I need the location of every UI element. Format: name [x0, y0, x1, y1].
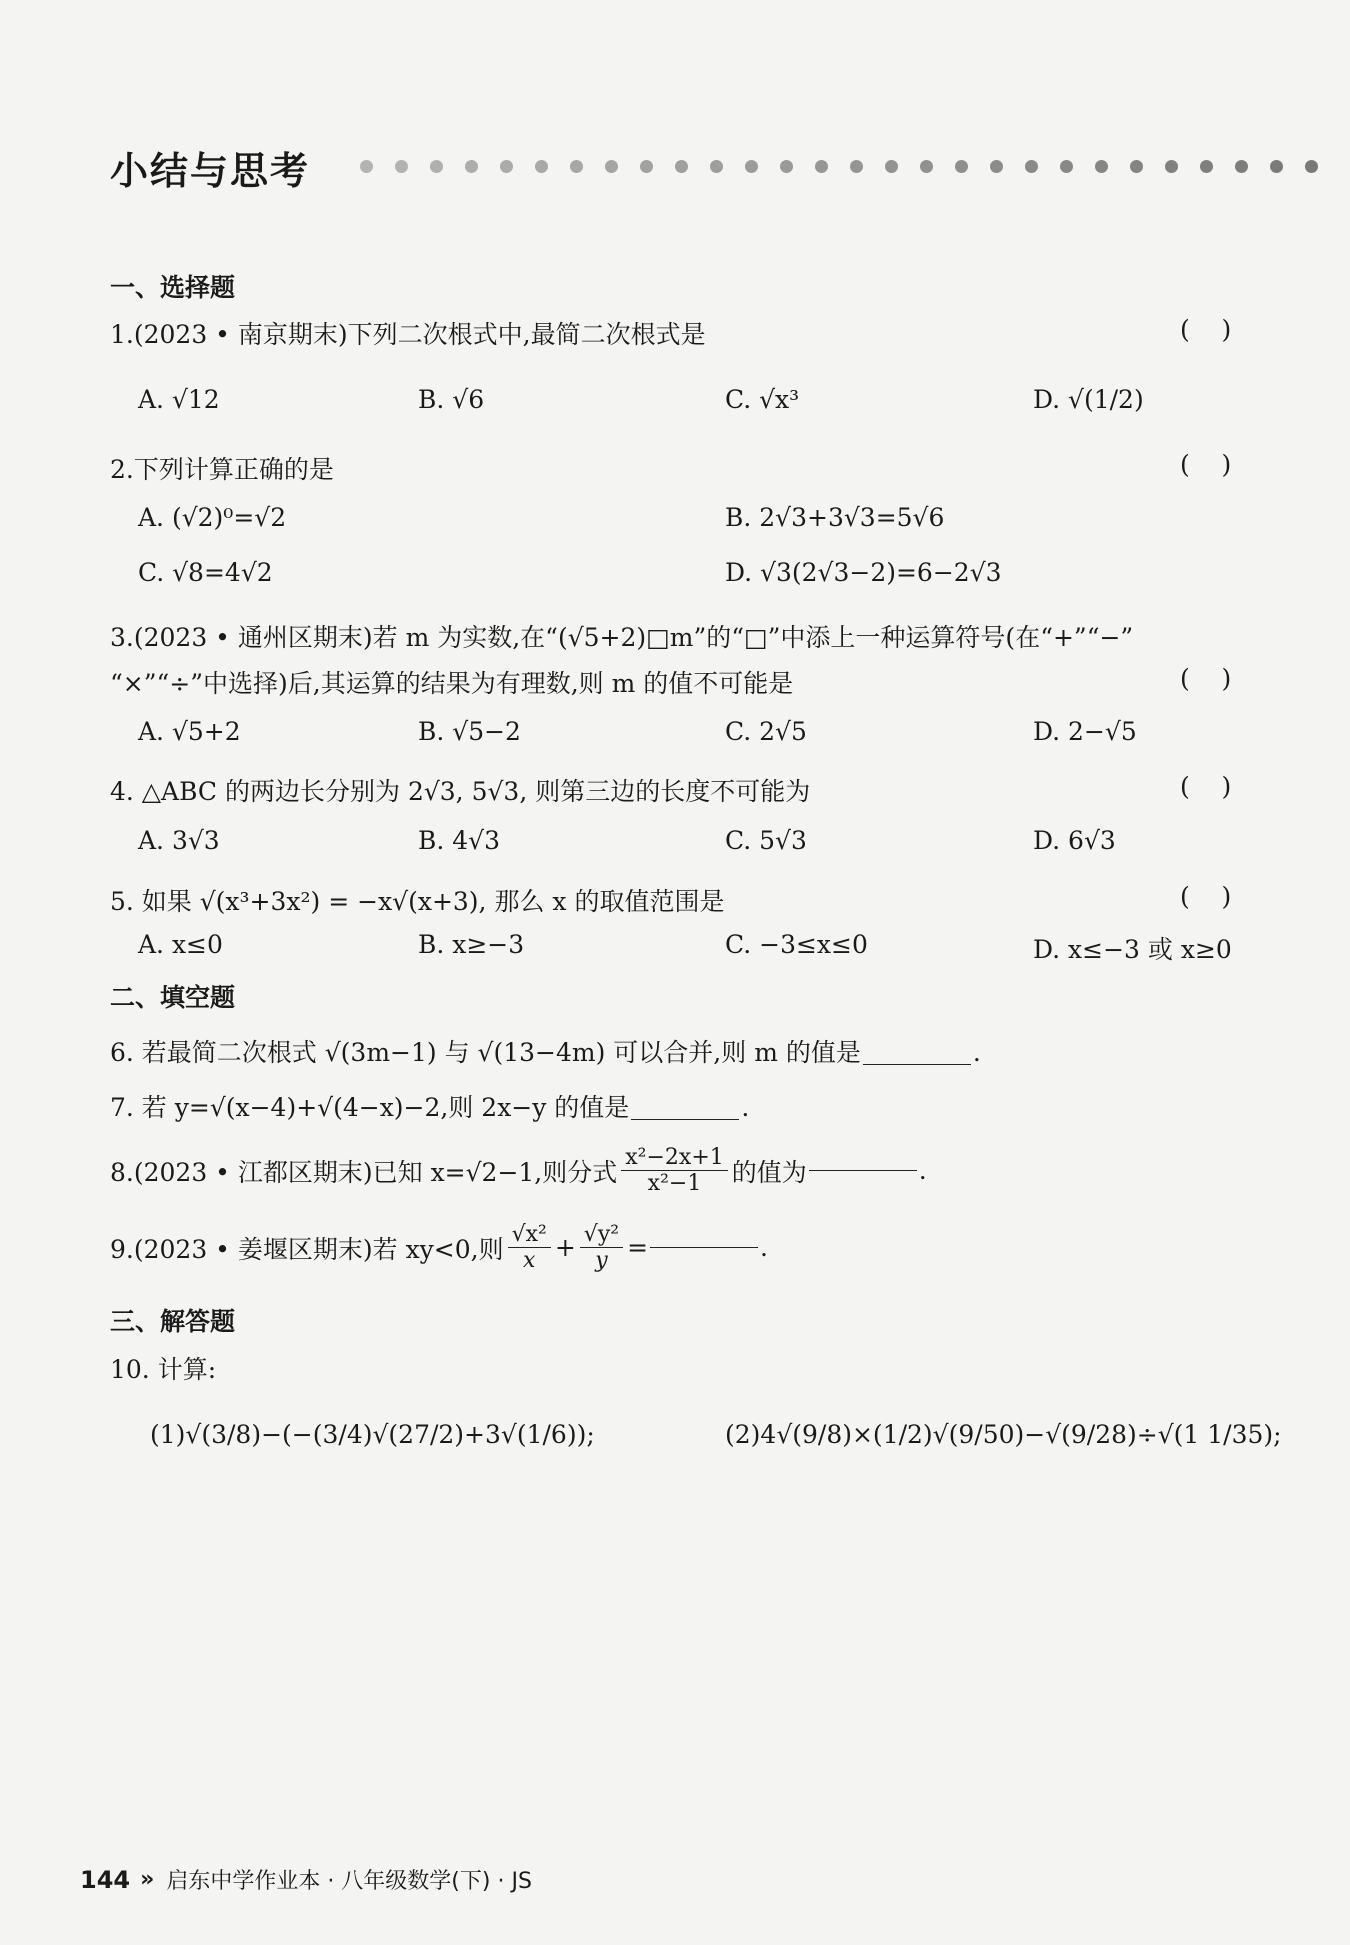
title-dot — [570, 160, 583, 173]
q2-option-a: A. (√2)⁰=√2 — [138, 503, 287, 532]
section-solve: 三、解答题 — [110, 1307, 236, 1336]
q6-stem: 6. 若最简二次根式 √(3m−1) 与 √(13−4m) 可以合并,则 m 的值是 — [110, 1038, 861, 1067]
q1-answer-paren: ( ) — [1180, 315, 1232, 344]
q6 — [110, 1033, 981, 1069]
page-footer — [80, 1864, 532, 1895]
q10-part-1: (1)√(3/8)−(−(3/4)√(27/2)+3√(1/6)); — [150, 1420, 595, 1449]
section-fill-blank: 二、填空题 — [110, 983, 236, 1012]
q8-fraction — [621, 1145, 728, 1196]
q1-option-a: A. √12 — [138, 385, 220, 414]
q5-option-d: D. x≤−3 或 x≥0 — [1033, 935, 1232, 964]
title-dot — [990, 160, 1003, 173]
book-title: 启东中学作业本 · 八年级数学(下) · JS — [166, 1869, 532, 1894]
q3-option-b: B. √5−2 — [418, 717, 521, 746]
title-dot — [955, 160, 968, 173]
q4-answer-paren: ( ) — [1180, 772, 1232, 801]
title-dot — [1025, 160, 1038, 173]
title-dot — [430, 160, 443, 173]
q5-option-b: B. x≥−3 — [418, 930, 525, 959]
q4-stem: 4. △ABC 的两边长分别为 2√3, 5√3, 则第三边的长度不可能为 — [110, 777, 811, 806]
title-dot — [535, 160, 548, 173]
section-choice: 一、选择题 — [110, 273, 236, 302]
q1-option-b: B. √6 — [418, 385, 485, 414]
q9-plus: + — [554, 1233, 576, 1262]
title-dot — [710, 160, 723, 173]
q7-answer-blank[interactable] — [631, 1119, 739, 1120]
q2-option-b: B. 2√3+3√3=5√6 — [725, 503, 945, 532]
title-block — [110, 140, 310, 195]
q3-stem-line1: 3.(2023 • 通州区期末)若 m 为实数,在“(√5+2)□m”的“□”中添上一种运算符号(在“+”“−” — [110, 623, 1134, 652]
q8-numerator: x²−2x+1 — [621, 1145, 728, 1171]
title-dot — [360, 160, 373, 173]
q3-option-d: D. 2−√5 — [1033, 717, 1137, 746]
q2-option-c: C. √8=4√2 — [138, 558, 273, 587]
q3-option-c: C. 2√5 — [725, 717, 807, 746]
q5-option-a: A. x≤0 — [138, 930, 223, 959]
title-dot — [1200, 160, 1213, 173]
q7-stem: 7. 若 y=√(x−4)+√(4−x)−2,则 2x−y 的值是 — [110, 1093, 630, 1122]
q2-answer-paren: ( ) — [1180, 450, 1232, 479]
title-dot — [815, 160, 828, 173]
q9-pre: 9.(2023 • 姜堰区期末)若 xy<0,则 — [110, 1234, 504, 1264]
title-dot — [1095, 160, 1108, 173]
q8-end: . — [918, 1156, 927, 1185]
q5-answer-paren: ( ) — [1180, 882, 1232, 911]
q1-option-c: C. √x³ — [725, 385, 800, 414]
q10-stem: 10. 计算: — [110, 1355, 217, 1384]
chevron-right-icon: » — [140, 1867, 155, 1892]
q9-fraction-2 — [580, 1222, 623, 1273]
title-dot — [605, 160, 618, 173]
title-dot — [745, 160, 758, 173]
q3-option-a: A. √5+2 — [138, 717, 241, 746]
q9-equals: = — [627, 1233, 649, 1262]
page-title: 小结与思考 — [110, 149, 311, 193]
q4-option-b: B. 4√3 — [418, 826, 501, 855]
q4-option-c: C. 5√3 — [725, 826, 807, 855]
title-dot — [1165, 160, 1178, 173]
q9-answer-blank[interactable] — [650, 1247, 758, 1248]
q9 — [110, 1222, 768, 1273]
title-dot — [885, 160, 898, 173]
title-dot — [500, 160, 513, 173]
title-dot — [1270, 160, 1283, 173]
title-dot — [465, 160, 478, 173]
q9-numerator-2: √y² — [580, 1222, 623, 1248]
q6-end: . — [972, 1038, 981, 1067]
title-dot — [920, 160, 933, 173]
q2-stem: 2.下列计算正确的是 — [110, 455, 334, 484]
page-number: 144 — [80, 1865, 131, 1894]
title-dot — [395, 160, 408, 173]
q9-denominator-2: y — [595, 1248, 608, 1273]
q3-answer-paren: ( ) — [1180, 664, 1232, 693]
q9-denominator-1: x — [523, 1248, 536, 1273]
q8-pre: 8.(2023 • 江都区期末)已知 x=√2−1,则分式 — [110, 1157, 618, 1187]
title-dot — [1130, 160, 1143, 173]
q5-option-c: C. −3≤x≤0 — [725, 930, 868, 959]
title-dot — [640, 160, 653, 173]
q4-option-d: D. 6√3 — [1033, 826, 1116, 855]
q8-answer-blank[interactable] — [809, 1170, 917, 1171]
q8-denominator: x²−1 — [647, 1171, 702, 1196]
q1-option-d: D. √(1/2) — [1033, 385, 1144, 414]
title-dot — [850, 160, 863, 173]
q10-part-2: (2)4√(9/8)×(1/2)√(9/50)−√(9/28)÷√(1 1/35); — [725, 1420, 1282, 1449]
title-dot — [1235, 160, 1248, 173]
q7 — [110, 1088, 749, 1124]
q9-numerator-1: √x² — [508, 1222, 551, 1248]
q9-fraction-1 — [508, 1222, 551, 1273]
title-dot — [1060, 160, 1073, 173]
q3-stem-line2: “×”“÷”中选择)后,其运算的结果为有理数,则 m 的值不可能是 — [110, 669, 794, 698]
q8 — [110, 1145, 927, 1196]
q6-answer-blank[interactable] — [863, 1064, 971, 1065]
q1-stem: 1.(2023 • 南京期末)下列二次根式中,最简二次根式是 — [110, 320, 706, 349]
title-dot-decoration — [360, 160, 1340, 174]
title-dot — [1305, 160, 1318, 173]
q9-end: . — [760, 1233, 768, 1262]
q8-post: 的值为 — [731, 1157, 807, 1187]
q4-option-a: A. 3√3 — [138, 826, 220, 855]
q5-stem: 5. 如果 √(x³+3x²) = −x√(x+3), 那么 x 的取值范围是 — [110, 887, 725, 916]
q2-option-d: D. √3(2√3−2)=6−2√3 — [725, 558, 1002, 587]
q7-end: . — [741, 1093, 750, 1122]
title-dot — [675, 160, 688, 173]
title-dot — [780, 160, 793, 173]
